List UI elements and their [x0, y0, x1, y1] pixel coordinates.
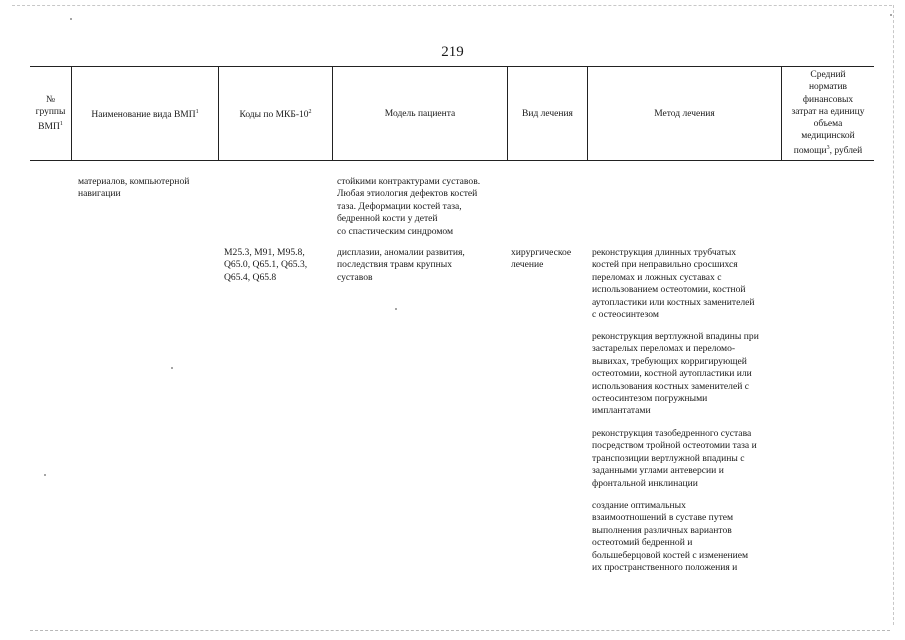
header-treatment-type: Вид лечения: [522, 108, 573, 119]
scan-speck: [890, 14, 892, 16]
header-vmp-name: Наименование вида ВМП$^1$: [91, 108, 199, 121]
scan-speck: [395, 308, 397, 310]
header-treatment-method: Метод лечения: [654, 108, 715, 119]
treatment-method: реконструкция длинных трубчатых костей при неправильно сросшихся переломах и ложных суставах с использованием остеотомии, костной аутопластики или костных заменителей с остеосинтезом: [592, 247, 755, 321]
treatment-method: реконструкция тазобедренного сустава посредством тройной остеотомии таза и транспозиции вертлужной впадины с заданными углами антеверсии и фронтальной инклинации: [592, 428, 757, 489]
header-bottom-rule: [30, 160, 874, 161]
icd-codes: M25.3, M91, M95.8, Q65.0, Q65.1, Q65.3, Q65.4, Q65.8: [224, 247, 308, 283]
scan-speck: [44, 474, 46, 476]
patient-model-continuation: стойкими контрактурами суставов. Любая этиология дефектов костей таза. Деформации костей таза, бедренной кости у детей со спастическим синдромом: [337, 176, 481, 237]
scan-speck: [70, 18, 72, 20]
treatment-method: реконструкция вертлужной впадины при застарелых переломах и переломо- вывихах, требующих корригирующей остеотомии, костной аутопластики или использования костных заменителей с остеосинтезом погружными имплантатами: [592, 331, 759, 417]
patient-model: дисплазии, аномалии развития, последствия травм крупных суставов: [337, 247, 465, 283]
header-group-number: № группы ВМП$^1$: [35, 94, 66, 133]
header-patient-model: Модель пациента: [384, 108, 456, 119]
treatment-type: хирургическое лечение: [511, 247, 572, 271]
header-financial-norm: Средний норматив финансовых затрат на единицу объема медицинской помощи$^3$, рублей: [791, 70, 865, 157]
page-number: 219: [441, 44, 464, 60]
scan-edge-top: [12, 5, 892, 6]
scan-edge-right: [893, 5, 894, 625]
treatment-method: создание оптимальных взаимоотношений в суставе путем выполнения различных вариантов остеотомий бедренной и большеберцовой костей с изменением их пространственного положения и: [592, 500, 749, 574]
vmp-name-continuation: материалов, компьютерной навигации: [78, 176, 190, 200]
scan-speck: [171, 367, 173, 369]
header-icd-codes: Коды по МКБ-$10^2$: [239, 108, 312, 121]
scan-edge-bottom: [30, 630, 890, 631]
